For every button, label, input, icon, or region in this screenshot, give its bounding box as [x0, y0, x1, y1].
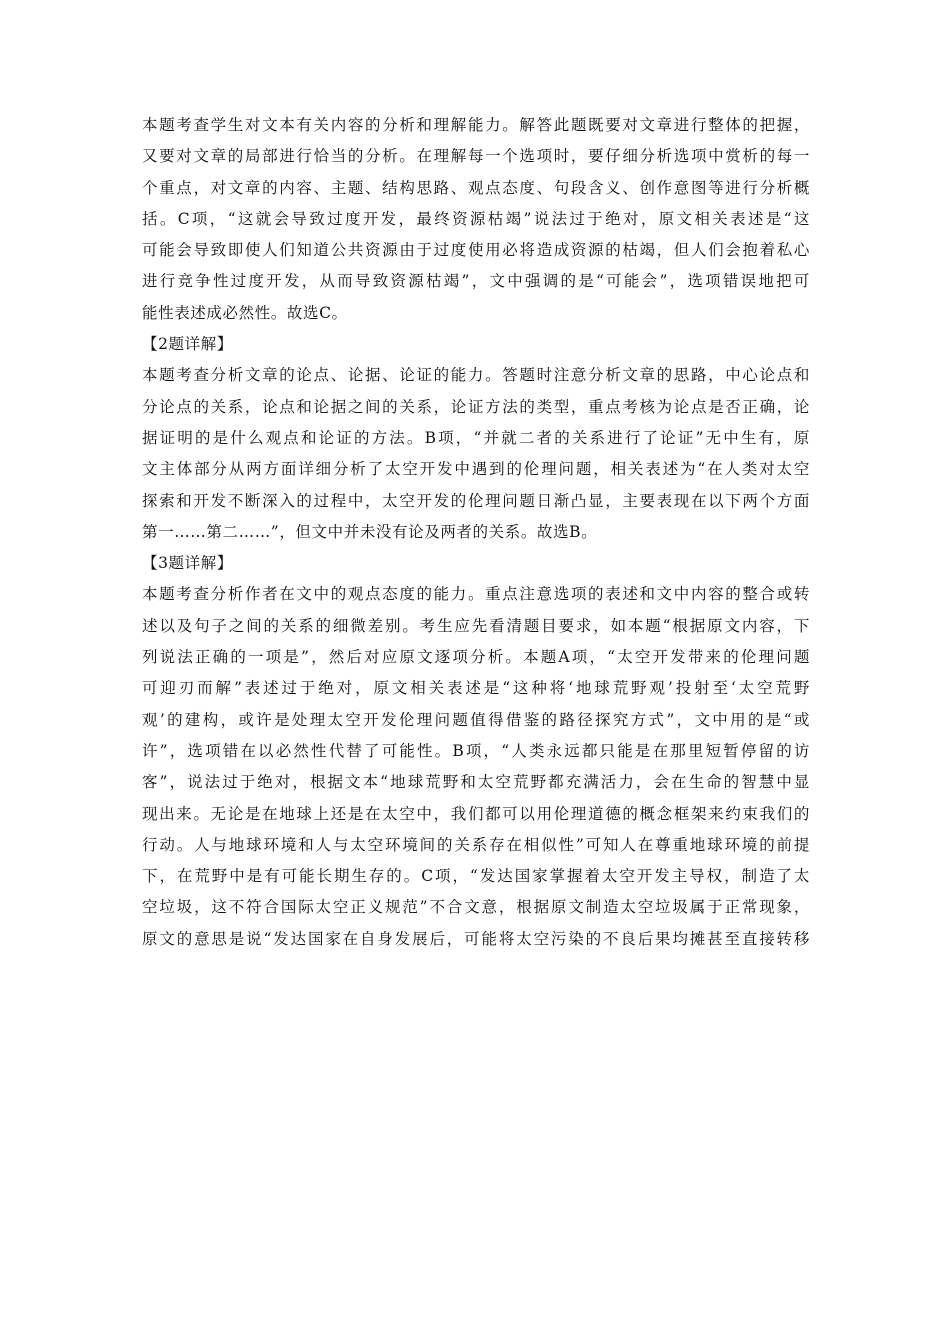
section-heading: 【3题详解】	[142, 554, 233, 573]
text-line: 空垃圾，这不符合国际太空正义规范”不合文意，根据原文制造太空垃圾属于正常现象，	[142, 898, 810, 917]
text-line: 原文的意思是说“发达国家在自身发展后，可能将太空污染的不良后果均摊甚至直接转移	[142, 929, 810, 948]
text-line: 探索和开发不断深入的过程中，太空开发的伦理问题日渐凸显，主要表现在以下两个方面	[142, 491, 810, 510]
text-line: 分论点的关系，论点和论据之间的关系，论证方法的类型，重点考核为论点是否正确，论	[142, 397, 810, 416]
text-line: 文主体部分从两方面详细分析了太空开发中遇到的伦理问题，相关表述为“在人类对太空	[142, 460, 810, 479]
text-line: 括。C项，“这就会导致过度开发，最终资源枯竭”说法过于绝对，原文相关表述是“这	[142, 209, 810, 228]
text-line: 许”，选项错在以必然性代替了可能性。B项，“人类永远都只能是在那里短暂停留的访	[142, 741, 810, 760]
text-line: 本题考查学生对文本有关内容的分析和理解能力。解答此题既要对文章进行整体的把握，	[142, 116, 810, 134]
text-line: 第一……第二……”，但文中并未没有论及两者的关系。故选B。	[142, 522, 598, 541]
text-line: 又要对文章的局部进行恰当的分析。在理解每一个选项时，要仔细分析选项中赏析的每一	[142, 147, 810, 166]
text-line: 可迎刃而解”表述过于绝对，原文相关表述是“这种将‘地球荒野观’投射至‘太空荒野	[142, 679, 810, 698]
text-line: 行动。人与地球环境和人与太空环境间的关系存在相似性”可知人在尊重地球环境的前提	[142, 835, 810, 854]
document-body	[142, 110, 810, 955]
text-line: 个重点，对文章的内容、主题、结构思路、观点态度、句段含义、创作意图等进行分析概	[142, 178, 810, 197]
text-line: 可能会导致即使人们知道公共资源由于过度使用必将造成资源的枯竭，但人们会抱着私心	[142, 241, 810, 260]
text-line: 现出来。无论是在地球上还是在太空中，我们都可以用伦理道德的概念框架来约束我们的	[142, 804, 810, 823]
text-line: 下，在荒野中是有可能长期生存的。C项，“发达国家掌握着太空开发主导权，制造了太	[142, 867, 810, 886]
text-line: 列说法正确的一项是”，然后对应原文逐项分析。本题A项，“太空开发带来的伦理问题	[142, 648, 810, 667]
section-heading: 【2题详解】	[142, 335, 233, 354]
text-line: 能性表述成必然性。故选C。	[142, 303, 348, 322]
text-line: 本题考查分析作者在文中的观点态度的能力。重点注意选项的表述和文中内容的整合或转	[142, 585, 810, 604]
text-line: 观’的建构，或许是处理太空开发伦理问题值得借鉴的路径探究方式”，文中用的是“或	[142, 710, 810, 729]
text-line: 据证明的是什么观点和论证的方法。B项，“并就二者的关系进行了论证”无中生有，原	[142, 428, 810, 447]
text-line: 本题考查分析文章的论点、论据、论证的能力。答题时注意分析文章的思路，中心论点和	[142, 366, 810, 385]
text-line: 述以及句子之间的关系的细微差别。考生应先看清题目要求，如本题“根据原文内容，下	[142, 616, 810, 635]
text-line: 进行竞争性过度开发，从而导致资源枯竭”，文中强调的是“可能会”，选项错误地把可	[142, 272, 810, 291]
text-line: 客”，说法过于绝对，根据文本“地球荒野和太空荒野都充满活力，会在生命的智慧中显	[142, 773, 810, 792]
